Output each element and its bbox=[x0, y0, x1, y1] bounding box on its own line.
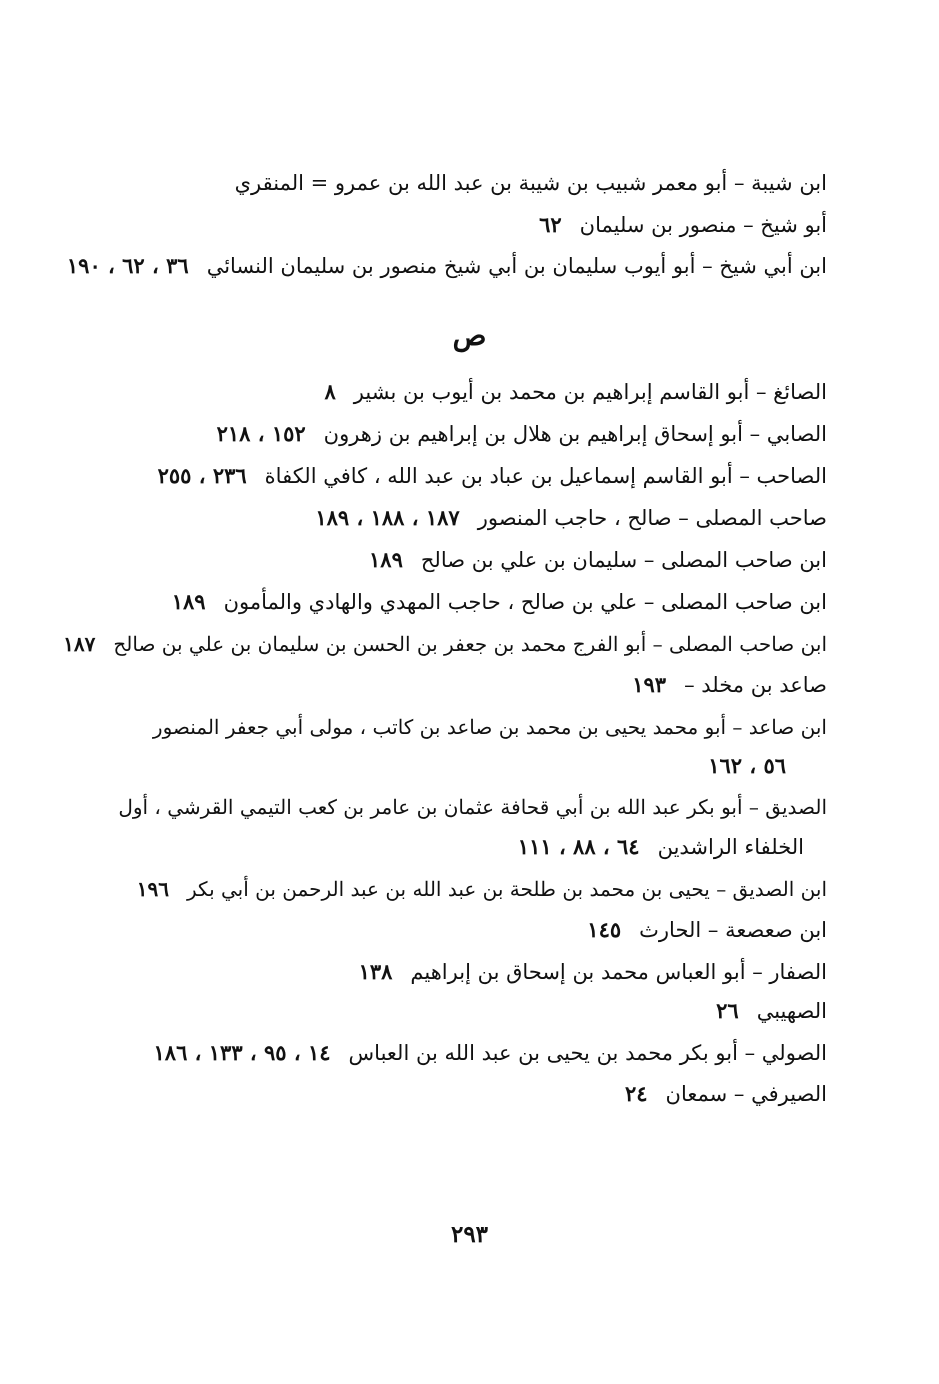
entry-pages: ١٨٧ ، ١٨٨ ، ١٨٩ bbox=[315, 505, 460, 530]
index-entry bbox=[315, 503, 827, 533]
entry-name: ابن شيبة – أبو معمر شبيب بن شيبة بن عبد الله بن عمرو = المنقري bbox=[234, 171, 827, 195]
entry-name: أبو شيخ – منصور بن سليمان bbox=[579, 213, 827, 237]
page-number: ٢٩٣ bbox=[450, 1221, 489, 1248]
entry-name: الصديق – أبو بكر عبد الله بن أبي قحافة عثمان بن عامر بن كعب التيمي القرشي ، أول bbox=[118, 795, 827, 819]
letter-heading: ص bbox=[452, 319, 487, 352]
entry-name: ابن صاعد – أبو محمد يحيى بن محمد بن صاعد بن كاتب ، مولى أبي جعفر المنصور bbox=[152, 715, 827, 739]
entry-pages: ١٣٨ bbox=[358, 959, 393, 984]
index-entry bbox=[217, 419, 827, 449]
entry-name: ابن صاحب المصلى – أبو الفرج محمد بن جعفر بن الحسن بن سليمان بن علي بن صالح bbox=[113, 632, 827, 656]
entry-pages: ٥٦ ، ١٦٢ bbox=[708, 753, 786, 778]
entry-pages: ١٤ ، ٩٥ ، ١٣٣ ، ١٨٦ bbox=[153, 1040, 331, 1065]
entry-pages: ٢٤ bbox=[624, 1081, 648, 1106]
entry-name: الصابي – أبو إسحاق إبراهيم بن هلال بن إبراهيم بن زهرون bbox=[323, 422, 827, 446]
index-entry bbox=[325, 377, 828, 407]
entry-pages: ٢٣٦ ، ٢٥٥ bbox=[157, 463, 247, 488]
entry-name: ابن صعصعة – الحارث bbox=[639, 918, 827, 942]
index-entry bbox=[587, 915, 827, 945]
entry-pages: ١٨٩ bbox=[369, 547, 403, 572]
entry-pages: ١٩٣ bbox=[632, 672, 667, 697]
entry-name: ابن أبي شيخ – أبو أيوب سليمان بن أبي شيخ منصور بن سليمان النسائي bbox=[206, 254, 827, 278]
entry-pages: ٦٢ bbox=[539, 212, 562, 237]
entry-name: الصولي – أبو بكر محمد بن يحيى بن عبد الله بن العباس bbox=[348, 1041, 827, 1065]
entry-pages: ١٨٩ bbox=[171, 589, 206, 614]
entry-name: ابن صاحب المصلى – علي بن صالح ، حاجب المهدي والهادي والمأمون bbox=[223, 590, 827, 614]
index-entry bbox=[369, 545, 827, 575]
entry-pages: ١٥٢ ، ٢١٨ bbox=[216, 421, 306, 446]
entry-name: الصائغ – أبو القاسم إبراهيم بن محمد بن أيوب بن بشير bbox=[353, 380, 827, 404]
index-entry bbox=[625, 1079, 827, 1109]
index-entry bbox=[67, 251, 827, 281]
index-entry bbox=[100, 792, 827, 822]
entry-name: الصهيبي bbox=[756, 999, 827, 1023]
entry-name: الخلفاء الراشدين bbox=[657, 835, 804, 859]
entry-pages: ٨ bbox=[324, 379, 336, 404]
entry-name: ابن الصديق – يحيى بن محمد بن طلحة بن عبد الله بن عبد الرحمن بن أبي بكر bbox=[187, 877, 827, 901]
entry-name: صاحب المصلى – صالح ، حاجب المنصور bbox=[477, 506, 827, 530]
index-entry bbox=[172, 587, 827, 617]
index-entry bbox=[158, 461, 827, 491]
entry-pages: ٣٦ ، ٦٢ ، ١٩٠ bbox=[66, 253, 189, 278]
index-entry bbox=[716, 996, 827, 1026]
entry-pages: ٦٤ ، ٨٨ ، ١١١ bbox=[517, 834, 640, 859]
index-entry bbox=[539, 210, 827, 240]
index-entry bbox=[154, 1038, 827, 1068]
entry-name: الصاحب – أبو القاسم إسماعيل بن عباد بن عبد الله ، كافي الكفاة bbox=[264, 464, 827, 488]
entry-pages: ٢٦ bbox=[716, 998, 739, 1023]
entry-pages: ١٩٦ bbox=[136, 877, 169, 901]
entry-name: ابن صاحب المصلى – سليمان بن علي بن صالح bbox=[420, 548, 827, 572]
index-entry bbox=[632, 670, 827, 700]
entry-name: الصفار – أبو العباس محمد بن إسحاق بن إبراهيم bbox=[410, 960, 827, 984]
index-entry bbox=[217, 168, 827, 198]
index-entry-continuation bbox=[708, 751, 804, 781]
index-entry bbox=[63, 629, 827, 659]
index-entry bbox=[135, 712, 827, 742]
index-entry bbox=[359, 957, 827, 987]
entry-name: صاعد بن مخلد – bbox=[684, 673, 827, 697]
index-entry bbox=[137, 874, 827, 904]
index-entry-continuation bbox=[518, 832, 804, 862]
entry-name: الصيرفي – سمعان bbox=[665, 1082, 827, 1106]
entry-pages: ١٨٧ bbox=[63, 632, 96, 656]
entry-pages: ١٤٥ bbox=[587, 917, 622, 942]
